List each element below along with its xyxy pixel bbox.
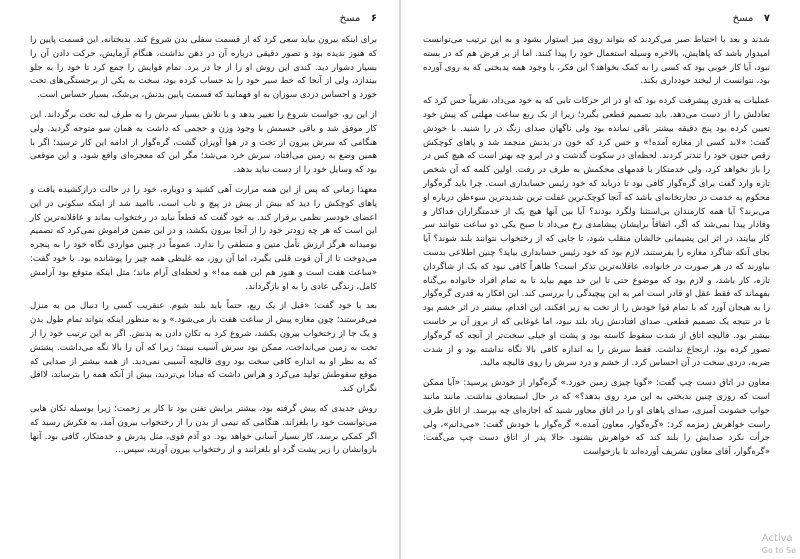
paragraph: معهذا زمانی که پس از این همه مرارت آهی کشید و دوباره، خود را در حالت درازکشیده یافت و پاهای کوچکش را دید که بیش از پیش در پیچ و تاب است، ناامید شد از اینکه سکونی در این اعضای خودسر نظمی برقرار کند. به خود گفت که قطعاً نباید در رختخواب بماند و عاقلانه‌ترین کار این است که هر چه زودتر خود را از آنجا بیرون بکشد، و در این ضمن فراموش نمی‌کرد که تصمیم نومیدانه هرگز ارزش تأمل متین و منطقی را ندارد. عموماً در چنین مواردی نگاه خود را به پنجره می‌دوخت تا از آن قوت قلبی بگیرد، اما آن روز، مه غلیظی همه چیز را پوشانده بود. با خود گفت: «ساعت هفت است و هنوز هم این همه مه!» و لحظه‌ای آرام ماند؛ مثل اینکه متوقع بود آرامش کامل، زندگی عادی را به او بازگرداند. [30,184,377,292]
paragraph: بعد با خود گفت: «قبل از یک ربع، حتماً باید بلند شوم. عنقریب کسی را دنبال من به منزل می‌فرستند؛ چون مغازه پیش از ساعت هفت باز می‌شود.» و به منظور اینکه بتواند تمام طول بدن و یک جا از رختخواب بیرون بکشد، شروع کرد به تکان دادن به بدنش. اگر به این ترتیب خود را از تخت به زمین می‌انداخت، ممکن بود سرش آسیب نبیند؛ زیرا که آن را بالا نگه می‌داشت. پشتش که به نظر او به اندازه کافی سخت بود روی قالیچه آسیبی نمی‌دید. از همه بیشتر از صدایی که موقع سقوطش تولید می‌کرد و هراس داشت که مبادا بی‌تردید، بیش از آنکه همه را بترساند، لااقل نگران کند. [30,301,377,395]
running-title: مسخ [339,13,361,24]
page-number: ۶ [370,13,377,24]
paragraph: روش جدیدی که پیش گرفته بود، بیشتر برایش تفنن بود تا کار پر زحمت؛ زیرا بوسیله تکان هایی می‌توانست خود را بلغزاند. هنگامی که نیمی از بدن را از رختخواب بیرون آمد، به فکرش رسید که اگر کمکی برسد، کار بسیار آسانی خواهد بود. دو آدم قوی، مثل پدرش و خدمتکار، کافی بود. آنها بازوانشان را زیر پشت گرد او بلغزانند و از رختخواب بیرون آورند، سپس... [30,403,377,456]
paragraph: از این رو، خواست شروع را تغییر بدهد و با تلاش بسیار سرش را به طرف لبه تخت برگرداند. این کار موفق شد و باقی جسمش با وجود وزن و حجمی که داشت به همان سو متوجه گردید. ولی هنگامی که سرش بیرون از تخت و در هوا آویزان گشت، گره‌گوار از ادامه این کار ترسید؛ اگر با همین وضع به زمین می‌افتاد، سرش خرد می‌شد؛ مگر این که معجزه‌ای واقع شود، و این موقعی بود که وسایل خود را از دست نباید بدهد. [30,109,377,176]
paragraph: معاون در اتاق دست چپ گفت: «گویا چیزی زمین خورد.» گره‌گوار از خودش پرسید: «آیا ممکن است که روزی چنین بدبختی به این مرد روی بدهد؟» که در حال استبعادی نداشت. مانند مانند جواب خشونت آمیزی، صدای پا‌های او را در اتاق مجاور شنید که اجازه‌ای چه بپرسد. از اتاق طرف راست خواهرش زمزمه کرد: «گره‌گوار، معاون آمده.» گره‌گوار با خودش گفت: «می‌دانم»، ولی جرأت نکرد صدایش را بلند کند که خواهرش بشنود. حالا پدر از اتاق دست چپ می‌گفت: «گره‌گوار، آقای معاون تشریف آورده‌اند تا بازخواست [423,378,770,458]
paragraph: شدند و بعد با احتیاط صبر می‌کردند که بتواند روی میز استوار بشود و به این ترتیب می‌توانست امیدوار باشد که پاهایش، بالاخره وسیله استعمال خود را پیدا کنند. اما از بر فرض هم که در بسته نبود، آیا کار خوبی بود که کسی را به کمک بخواهد؟ این فکر، با وجود همه بدبختی که به روی آورده بود، نتوانست از لبخند خودداری بکند. [423,35,770,87]
watermark-line: Activa [761,533,793,544]
paragraph: برای اینکه بیرون بیاید سعی کرد که از قسمت سفلی بدن شروع کند. بدبختانه، این قسمت پایین را که هنوز ندیده بود و تصور دقیقی درباره آن در ذهن نداشت، هنگام آزمایش، حرکت دادن آن را بسیار دشوار دید. کندی این روش او را از جا در برد. تمام قوایش را جمع کرد تا خود را به جلو بیندازد، ولی از آنجا که خط سیر خود را بد حساب کرده بود، سخت به یکی از برجستگی‌های تخت خورد و احساس دردی سوزان به او فهمانید که قسمت پایین بدنش، بی‌شک، بسیار حساس است. [30,35,377,101]
paragraph: عملیات به قدری پیشرفت کرده بود که او در اثر حرکات تابی که به خود می‌داد، تقریباً حس کرد که تعادلش را از دست می‌دهد. باید تصمیم قطعی بگیرد؛ زیرا از یک ربع ساعت مهلتی که پیش خود تعیین کرده بود پنج دقیقه بیشتر باقی نمانده بود ولی ناگهان صدای زنگ در را شنید. با خودش گفت: «لابد کسی از مغازه آمده!» و حس کرد که خون در بدنش منجمد شد و پاهای کوچکش رقص جنون خود را تندتر کردند. لحظه‌ای در سکوت گذشت و در ایرو چه بهتر است که هیچ کس در را باز نخواهد کرد، ولی خدمتکار با قدمهای محکمش به طرف در رفت. اولین کلمه که آن شخص تازه وارد گفت برای گره‌گوار کافی بود تا دریابد که خود رئیس حسابداری است. چرا باید گره‌گوار محکوم به خدمت در تجارتخانه‌ای باشد که آنجا کوچک‌ترین غفلت ترین شدیدترین سوءظن درباره او می‌برند؟ آیا همه کارمندان بی‌استثنا ولگرد بودند؟ آیا بین آنها هیچ یک از خدمتگزاران فداکار و وفادار پیدا نمی‌شد که اگر، اتفاقاً برایشان پیشامدی رخ می‌داد تا صبح یکی دو ساعت نتوانند سر کار بیایند، در اثر این پشیمانی حالشان منقلب شود، تا جایی که از رختخواب نتوانند بلند شوند؟ آیا بجای آنکه شاگرد مغازه را بفرستند، لازم بود که خود رئیس حسابداری بیاید؟ چنین اطلاعی بدست بیاورند که در هر صورت در خانواده، عاقلانه‌ترین تذکر است؟ ظاهراً کافی نبود که یک از شاگردان تازه، کار باشد، و لازم بود که موضوع حتی تا این حد مهم بیاید تا به تمام افراد خانواده بی‌گناه بفهماند که فقط عقل او قادر است امر به این پیچیدگی را بررسی کند. این افکار به قدری گره‌گوار را به هیجان آورد که با تمام قوا خودش را از تخت به زیر افکند، این اقدام، بیشتر در اثر خشم بود تا در نتیجه یک تصمیم قطعی. صدای افتادنش زیاد بلند نبود، اما غوغایی که از بروز آن بر خاست بیشتر بود. قالیچه اتاق از شدت سقوط کاسته بود و پشت او خیلی سخت‌تر از آنچه که گره‌گوار تصور کرده بود، ارتجاع نداشت. فقط سرش را به اندازه کافی بالا نگاه نداشته بود و از شدت ضربه، دردی سخت در آن احساس کرد. از خشم و درد سرش را روی قالیچه مالید. [423,96,770,369]
body-text [30,34,377,458]
activation-watermark [762,533,796,557]
page-number: ۷ [763,13,770,24]
right-page [401,0,800,559]
left-page [0,0,399,559]
body-text [423,34,770,460]
running-title: مسخ [732,13,754,24]
watermark-line: Go to Se [761,546,796,555]
page-header [423,12,770,34]
page-header [30,12,377,34]
